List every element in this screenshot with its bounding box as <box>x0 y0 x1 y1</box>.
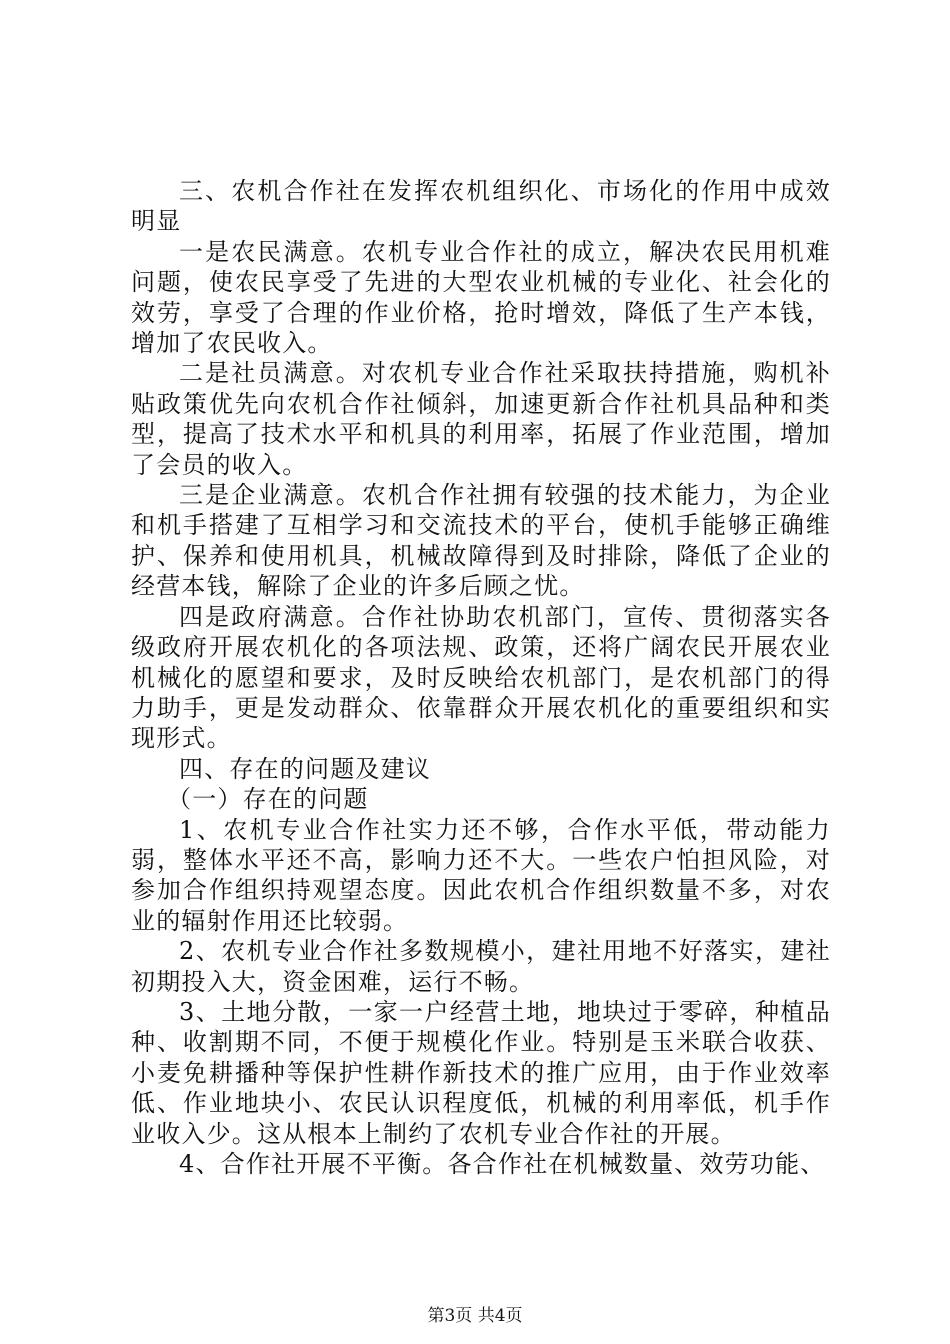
paragraph-problem-4: 4、合作社开展不平衡。各合作社在机械数量、效劳功能、 <box>179 1150 826 1178</box>
paragraph-problem-1: 1、农机专业合作社实力还不够，合作水平低，带动能力弱，整体水平还不高，影响力还不大。一些农户怕担风险，对参加合作组织持观望态度。因此农机合作组织数量不多，对农业的辐射作用还比较弱。 <box>131 815 831 935</box>
paragraph-problem-3: 3、土地分散，一家一户经营土地，地块过于零碎，种植品种、收割期不同，不便于规模化作业。特别是玉米联合收获、小麦免耕播种等保护性耕作新技术的推广应用，由于作业效率低、作业地块小、农民认识程度低，机械的利用率低，机手作业收入少。这从根本上制约了农机专业合作社的开展。 <box>131 997 831 1148</box>
page-number-footer: 第3页 共4页 <box>427 1306 523 1326</box>
section-heading-effectiveness: 三、农机合作社在发挥农机组织化、市场化的作用中成效明显 <box>131 177 831 236</box>
document-body <box>131 176 831 1179</box>
section-heading-problems-suggestions: 四、存在的问题及建议 <box>179 754 431 783</box>
paragraph-farmers-satisfied: 一是农民满意。农机专业合作社的成立，解决农民用机难问题，使农民享受了先进的大型农业机械的专业化、社会化的效劳，享受了合理的作业价格，抢时增效，降低了生产本钱，增加了农民收入。 <box>131 237 831 358</box>
paragraph-members-satisfied: 二是社员满意。对农机专业合作社采取扶持措施，购机补贴政策优先向农机合作社倾斜，加速更新合作社机具品种和类型，提高了技术水平和机具的利用率，拓展了作业范围，增加了会员的收入。 <box>131 359 831 479</box>
paragraph-government-satisfied: 四是政府满意。合作社协助农机部门，宣传、贯彻落实各级政府开展农机化的各项法规、政策，还将广阔农民开展农业机械化的愿望和要求，及时反映给农机部门，是农机部门的得力助手，更是发动群众、依靠群众开展农机化的重要组织和实现形式。 <box>131 602 831 753</box>
paragraph-problem-2: 2、农机专业合作社多数规模小，建社用地不好落实，建社初期投入大，资金困难，运行不畅。 <box>131 937 831 996</box>
subsection-heading-problems: （一）存在的问题 <box>167 785 369 814</box>
paragraph-enterprises-satisfied: 三是企业满意。农机合作社拥有较强的技术能力，为企业和机手搭建了互相学习和交流技术的平台，使机手能够正确维护、保养和使用机具，机械故障得到及时排除，降低了企业的经营本钱，解除了企业的许多后顾之忧。 <box>131 481 831 601</box>
